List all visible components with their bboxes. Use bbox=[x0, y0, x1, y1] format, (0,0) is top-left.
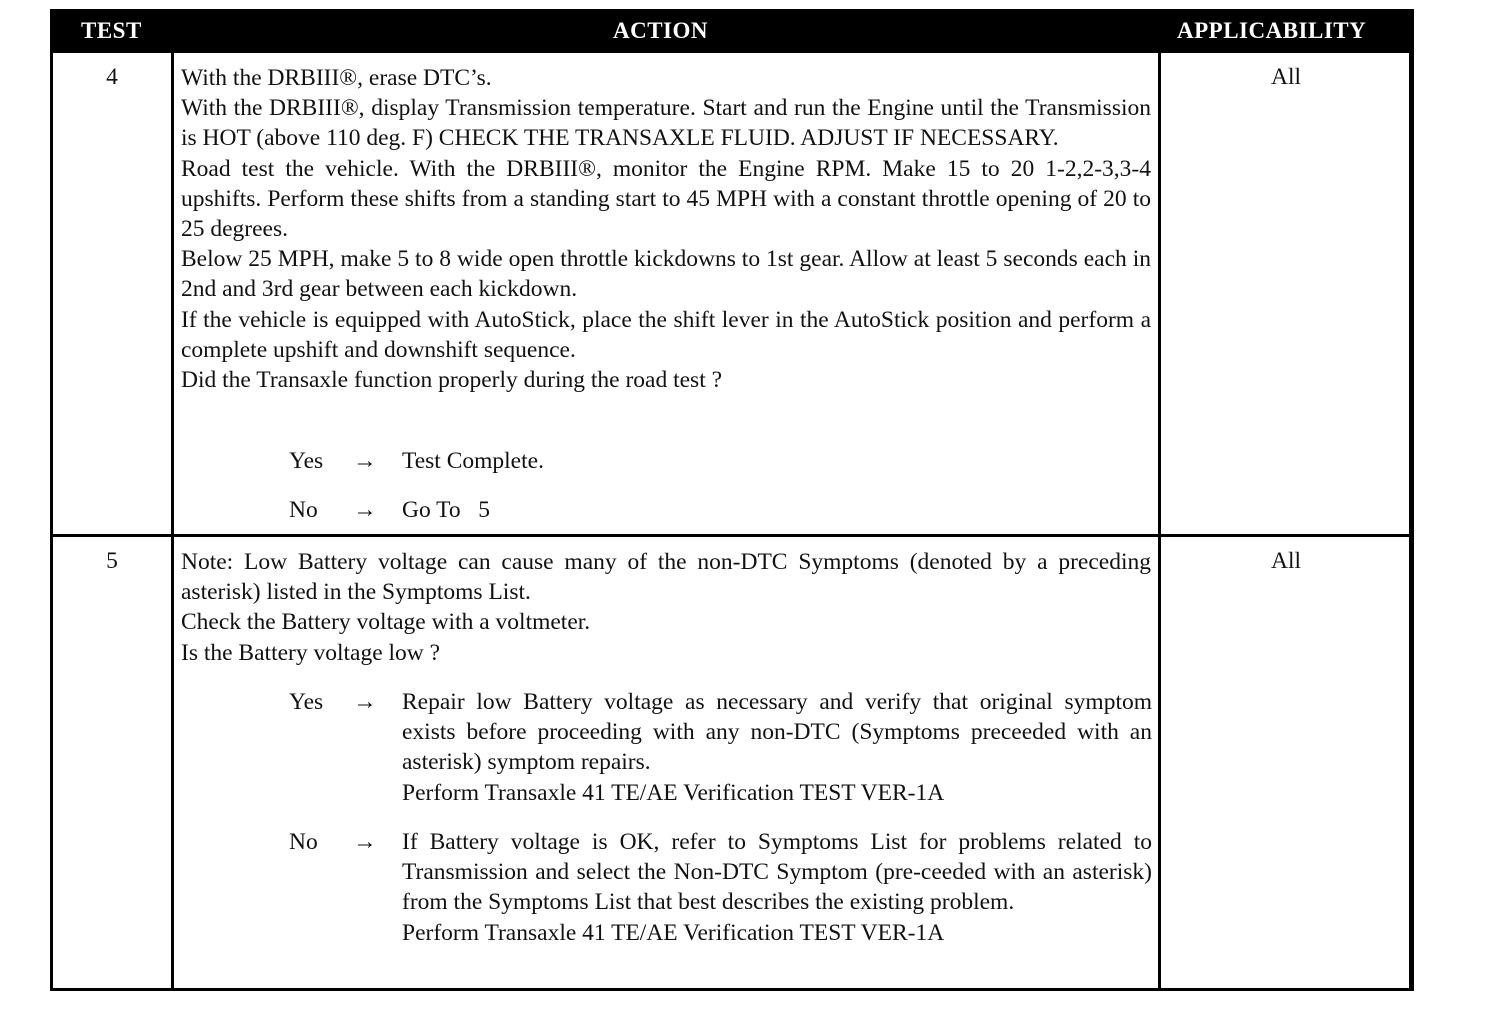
arrow-icon: → bbox=[353, 689, 377, 715]
arrow-icon: → bbox=[353, 829, 377, 855]
action-text bbox=[181, 63, 1151, 395]
header-action: ACTION bbox=[613, 18, 709, 43]
applicability-value: All bbox=[1270, 64, 1302, 90]
action-paragraph: Check the Battery voltage with a voltmeter. bbox=[181, 609, 591, 636]
action-text bbox=[181, 547, 1151, 668]
applicability-value: All bbox=[1270, 548, 1302, 574]
response-no bbox=[289, 827, 1159, 982]
response-no bbox=[289, 495, 1159, 526]
response-text bbox=[402, 446, 1152, 476]
action-paragraph: If the vehicle is equipped with AutoStick, place the shift lever in the AutoStick position and perform a complete upshift and downshift sequence. bbox=[181, 306, 1151, 363]
response-label: Yes bbox=[289, 448, 324, 474]
column-divider bbox=[171, 53, 174, 991]
diagnostic-table bbox=[50, 9, 1414, 991]
action-paragraph: With the DRBIII®, erase DTC’s. bbox=[181, 65, 492, 91]
action-paragraph: With the DRBIII®, display Transmission temperature. Start and run the Engine until the Transmission is HOT (above 110 deg. F) CHECK THE TRANSAXLE FLUID. ADJUST IF NECESSARY. bbox=[181, 95, 1151, 152]
action-paragraph: Did the Transaxle function properly during the road test ? bbox=[181, 367, 723, 394]
action-paragraph: Below 25 MPH, make 5 to 8 wide open throttle kickdowns to 1st gear. Allow at least 5 seconds each in 2nd and 3rd gear between each kickdown. bbox=[181, 246, 1151, 303]
response-text bbox=[402, 495, 1152, 525]
test-number: 5 bbox=[106, 548, 118, 574]
arrow-icon: → bbox=[353, 448, 377, 474]
response-label: No bbox=[289, 829, 318, 855]
row-divider bbox=[53, 534, 1411, 537]
arrow-icon: → bbox=[353, 497, 377, 523]
response-line: Perform Transaxle 41 TE/AE Verification TEST VER-1A bbox=[402, 919, 945, 946]
header-applicability: APPLICABILITY bbox=[1177, 18, 1367, 43]
response-line: Test Complete. bbox=[402, 448, 544, 474]
response-label: No bbox=[289, 497, 318, 523]
column-divider bbox=[1409, 53, 1411, 991]
response-text bbox=[402, 687, 1152, 808]
table-header bbox=[53, 12, 1411, 53]
action-paragraph: Note: Low Battery voltage can cause many of the non-DTC Symptoms (denoted by a preceding asterisk) listed in the Symptoms List. bbox=[181, 549, 1151, 606]
response-yes bbox=[289, 446, 1159, 477]
response-label: Yes bbox=[289, 689, 324, 715]
response-line: Repair low Battery voltage as necessary and verify that original symptom exists before proceeding with any non-DTC (Symptoms preceeded with an asterisk) symptom repairs. bbox=[402, 689, 1152, 776]
response-line: Go To 5 bbox=[402, 497, 491, 523]
header-test: TEST bbox=[81, 18, 142, 43]
response-line: Perform Transaxle 41 TE/AE Verification TEST VER-1A bbox=[402, 779, 945, 806]
test-number: 4 bbox=[106, 64, 118, 90]
response-yes bbox=[289, 687, 1159, 812]
response-line: If Battery voltage is OK, refer to Symptoms List for problems related to Transmission and select the Non-DTC Symptom (pre-ceeded with an asterisk) from the Symptoms List that best describes the existing problem. bbox=[402, 829, 1152, 916]
response-text bbox=[402, 827, 1152, 948]
action-paragraph: Is the Battery voltage low ? bbox=[181, 639, 441, 666]
action-paragraph: Road test the vehicle. With the DRBIII®, monitor the Engine RPM. Make 15 to 20 1-2,2-3,3-4 upshifts. Perform these shifts from a standing start to 45 MPH with a constant throttle opening of 20 to 25 degrees. bbox=[181, 155, 1151, 243]
